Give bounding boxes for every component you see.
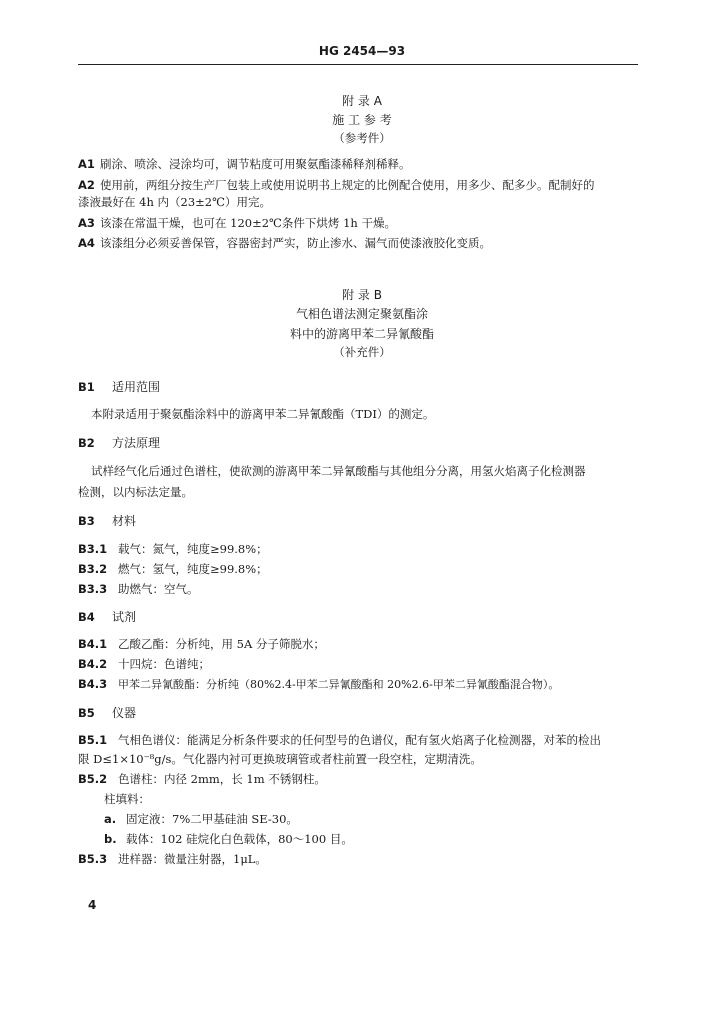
section-heading-text: 材料 <box>112 514 137 528</box>
packing-label: 柱填料： <box>104 792 150 806</box>
section-number: B1 <box>78 380 95 394</box>
list-item <box>78 635 325 653</box>
section-number: B2 <box>78 436 95 450</box>
section-number: B5 <box>78 706 95 720</box>
item-text: 该漆在常温干燥，也可在 120±2℃条件下烘烤 1h 干燥。 <box>100 216 396 230</box>
list-item <box>78 655 210 673</box>
section-heading <box>78 512 136 530</box>
item-number: B5.3 <box>78 852 108 866</box>
list-item <box>78 176 595 194</box>
section-heading <box>78 608 136 626</box>
item-number: B4.1 <box>78 637 108 651</box>
appendix-b-kind: （补充件） <box>333 345 391 359</box>
document-code: HG 2454—93 <box>318 44 406 58</box>
list-item <box>78 675 559 694</box>
section-heading-text: 适用范围 <box>112 380 161 394</box>
appendix-a-label: 附 录 A <box>342 94 382 108</box>
sub-item <box>104 830 353 848</box>
sub-item-text: 载体：102 硅烷化白色载体，80～100 目。 <box>126 832 353 846</box>
list-item <box>78 850 267 868</box>
item-text: 乙酸乙酯：分析纯，用 5A 分子筛脱水； <box>118 637 325 651</box>
section-body: 试样经气化后通过色谱柱，使欲测的游离甲苯二异氰酸酯与其他组分分离，用氢火焰离子化检测器 <box>91 464 586 478</box>
page-number: 4 <box>88 898 97 912</box>
item-number: B4.2 <box>78 657 108 671</box>
item-text: 载气：氮气，纯度≥99.8%； <box>118 542 268 556</box>
item-text: 甲苯二异氰酸酯：分析纯（80%2.4-甲苯二异氰酸酯和 20%2.6-甲苯二异氰酸酯混合物）。 <box>118 678 560 691</box>
item-number: B3.1 <box>78 542 108 556</box>
item-text: 燃气：氢气，纯度≥99.8%； <box>118 562 268 576</box>
sub-item-letter: b. <box>104 832 117 846</box>
section-number: B3 <box>78 514 95 528</box>
item-text: 气相色谱仪：能满足分析条件要求的任何型号的色谱仪，配有氢火焰离子化检测器，对苯的检出 <box>118 733 601 747</box>
section-body: 本附录适用于聚氨酯涂料中的游离甲苯二异氰酸酯（TDI）的测定。 <box>91 407 435 421</box>
list-item <box>78 770 326 788</box>
item-text: 助燃气：空气。 <box>118 582 199 596</box>
item-number: A2 <box>78 178 95 192</box>
appendix-b-title-line2: 料中的游离甲苯二异氰酸酯 <box>289 327 434 341</box>
item-number: A4 <box>78 236 95 250</box>
item-number: A1 <box>78 157 95 171</box>
list-item <box>78 540 268 558</box>
appendix-b-label: 附 录 B <box>342 288 382 302</box>
item-number: B3.3 <box>78 582 108 596</box>
list-item <box>78 214 396 232</box>
appendix-a-kind: （参考件） <box>333 131 391 145</box>
list-item <box>78 560 268 578</box>
section-body-cont: 检测，以内标法定量。 <box>78 485 193 499</box>
list-item <box>78 731 601 749</box>
sub-item-letter: a. <box>104 812 117 826</box>
item-number: A3 <box>78 216 95 230</box>
list-item <box>78 234 491 252</box>
section-heading <box>78 378 160 396</box>
section-heading <box>78 704 136 722</box>
section-number: B4 <box>78 610 95 624</box>
item-text: 色谱柱：内径 2mm，长 1m 不锈钢柱。 <box>118 772 326 786</box>
appendix-b-title-line1: 气相色谱法测定聚氨酯涂 <box>295 307 428 321</box>
item-text: 十四烷：色谱纯； <box>118 657 210 671</box>
item-text: 该漆组分必须妥善保管，容器密封严实，防止渗水、漏气而使漆液胶化变质。 <box>100 236 491 250</box>
section-heading-text: 方法原理 <box>112 436 161 450</box>
appendix-a-title: 施 工 参 考 <box>332 113 392 127</box>
list-item <box>78 580 199 598</box>
item-number: B5.1 <box>78 733 108 747</box>
header-rule <box>78 64 638 65</box>
section-heading-text: 试剂 <box>112 610 137 624</box>
section-heading-text: 仪器 <box>112 706 137 720</box>
item-number: B5.2 <box>78 772 108 786</box>
item-text: 进样器：微量注射器，1μL。 <box>118 852 267 866</box>
item-text: 使用前，两组分按生产厂包装上或使用说明书上规定的比例配合使用，用多少、配多少。配制好的 <box>100 178 595 192</box>
item-number: B3.2 <box>78 562 108 576</box>
sub-item <box>104 810 298 828</box>
section-heading <box>78 434 160 452</box>
item-number: B4.3 <box>78 677 108 691</box>
list-item <box>78 155 411 173</box>
item-continuation: 漆液最好在 4h 内（23±2℃）用完。 <box>78 195 271 209</box>
item-continuation: 限 D≤1×10⁻⁸g/s。气化器内衬可更换玻璃管或者柱前置一段空柱，定期清洗。 <box>78 752 482 766</box>
item-text: 刷涂、喷涂、浸涂均可，调节粘度可用聚氨酯漆稀释剂稀释。 <box>100 157 411 171</box>
sub-item-text: 固定液：7%二甲基硅油 SE-30。 <box>126 812 298 826</box>
